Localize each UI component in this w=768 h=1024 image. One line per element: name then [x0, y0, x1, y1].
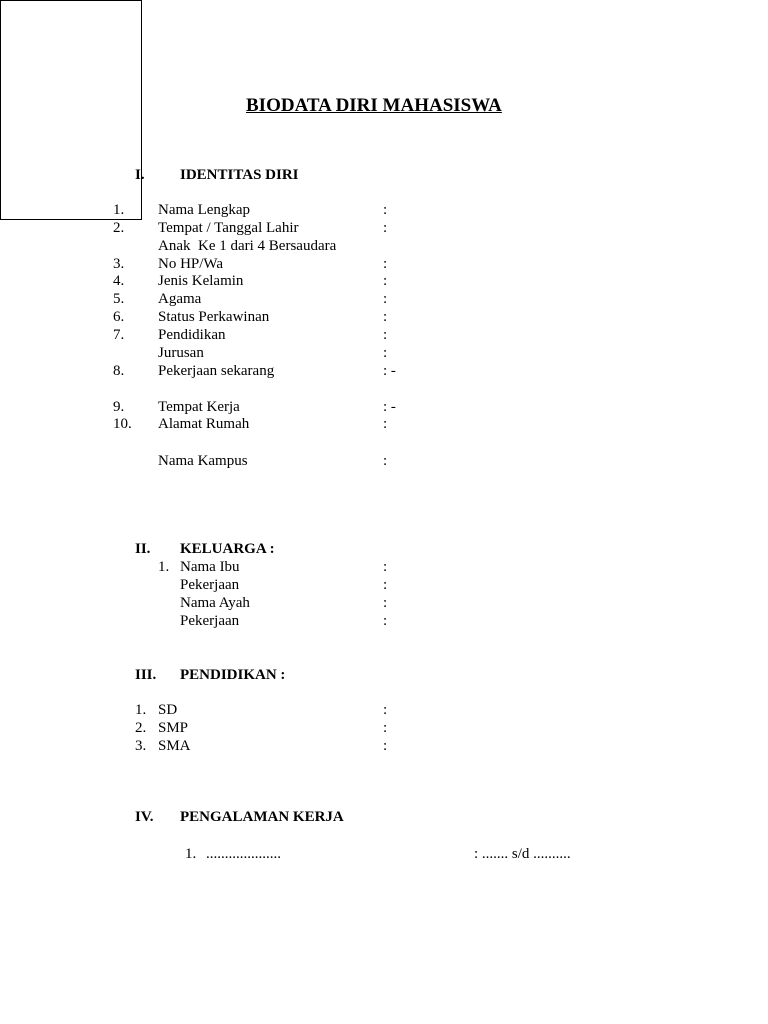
item-number: 9.: [113, 399, 125, 415]
item-number: 3.: [113, 256, 125, 272]
section-heading-keluarga: KELUARGA :: [180, 541, 275, 557]
item-number: 1.: [113, 202, 125, 218]
field-colon: :: [383, 453, 388, 469]
period-value: : ....... s/d ..........: [474, 846, 571, 862]
field-colon: :: [383, 256, 388, 272]
item-number: 1.: [185, 846, 197, 862]
field-label: SD: [158, 702, 178, 718]
field-label: Pekerjaan: [180, 613, 240, 629]
item-number: 3.: [135, 738, 147, 754]
section-heading-pengalaman: PENGALAMAN KERJA: [180, 809, 344, 825]
field-colon: :: [383, 559, 388, 575]
field-label: Nama Kampus: [158, 453, 248, 469]
field-label: No HP/Wa: [158, 256, 224, 272]
item-number: 2.: [113, 220, 125, 236]
field-colon: :: [383, 345, 388, 361]
field-label: Alamat Rumah: [158, 416, 250, 432]
field-colon: :: [383, 613, 388, 629]
field-colon: :: [383, 595, 388, 611]
field-label: Nama Lengkap: [158, 202, 251, 218]
item-number: 7.: [113, 327, 125, 343]
field-label: Pekerjaan: [180, 577, 240, 593]
field-label: Status Perkawinan: [158, 309, 270, 325]
field-label: Nama Ayah: [180, 595, 250, 611]
field-colon: :: [383, 291, 388, 307]
field-label: Tempat Kerja: [158, 399, 240, 415]
field-colon: :: [383, 720, 388, 736]
field-colon: :: [383, 273, 388, 289]
item-number: 10.: [113, 416, 132, 432]
field-colon: :: [383, 577, 388, 593]
page-title: BIODATA DIRI MAHASISWA: [246, 95, 502, 116]
item-number: 4.: [113, 273, 125, 289]
field-label: Anak Ke 1 dari 4 Bersaudara: [158, 238, 337, 254]
item-number: 6.: [113, 309, 125, 325]
item-number: 1.: [158, 559, 170, 575]
field-label: SMP: [158, 720, 189, 736]
field-colon: :: [383, 309, 388, 325]
item-number: 5.: [113, 291, 125, 307]
field-label: Agama: [158, 291, 202, 307]
section-heading-pendidikan: PENDIDIKAN :: [180, 667, 286, 683]
field-label: Jenis Kelamin: [158, 273, 244, 289]
field-label: Tempat / Tanggal Lahir: [158, 220, 299, 236]
item-number: 1.: [135, 702, 147, 718]
field-colon: :: [383, 416, 388, 432]
field-label: SMA: [158, 738, 191, 754]
field-colon: :: [383, 202, 388, 218]
field-colon: : -: [383, 399, 396, 415]
section-numeral-3: III.: [135, 667, 157, 683]
item-number: 2.: [135, 720, 147, 736]
field-label: Nama Ibu: [180, 559, 240, 575]
section-numeral-4: IV.: [135, 809, 154, 825]
field-label: Pekerjaan sekarang: [158, 363, 275, 379]
field-colon: :: [383, 702, 388, 718]
photo-placeholder: [0, 0, 142, 220]
field-colon: :: [383, 220, 388, 236]
section-heading-identitas: IDENTITAS DIRI: [180, 167, 299, 183]
field-colon: :: [383, 738, 388, 754]
field-colon: : -: [383, 363, 396, 379]
section-numeral-2: II.: [135, 541, 151, 557]
field-label: Jurusan: [158, 345, 204, 361]
field-label: Pendidikan: [158, 327, 226, 343]
field-colon: :: [383, 327, 388, 343]
item-number: 8.: [113, 363, 125, 379]
field-label: ....................: [206, 846, 281, 862]
section-numeral-1: I.: [135, 167, 145, 183]
